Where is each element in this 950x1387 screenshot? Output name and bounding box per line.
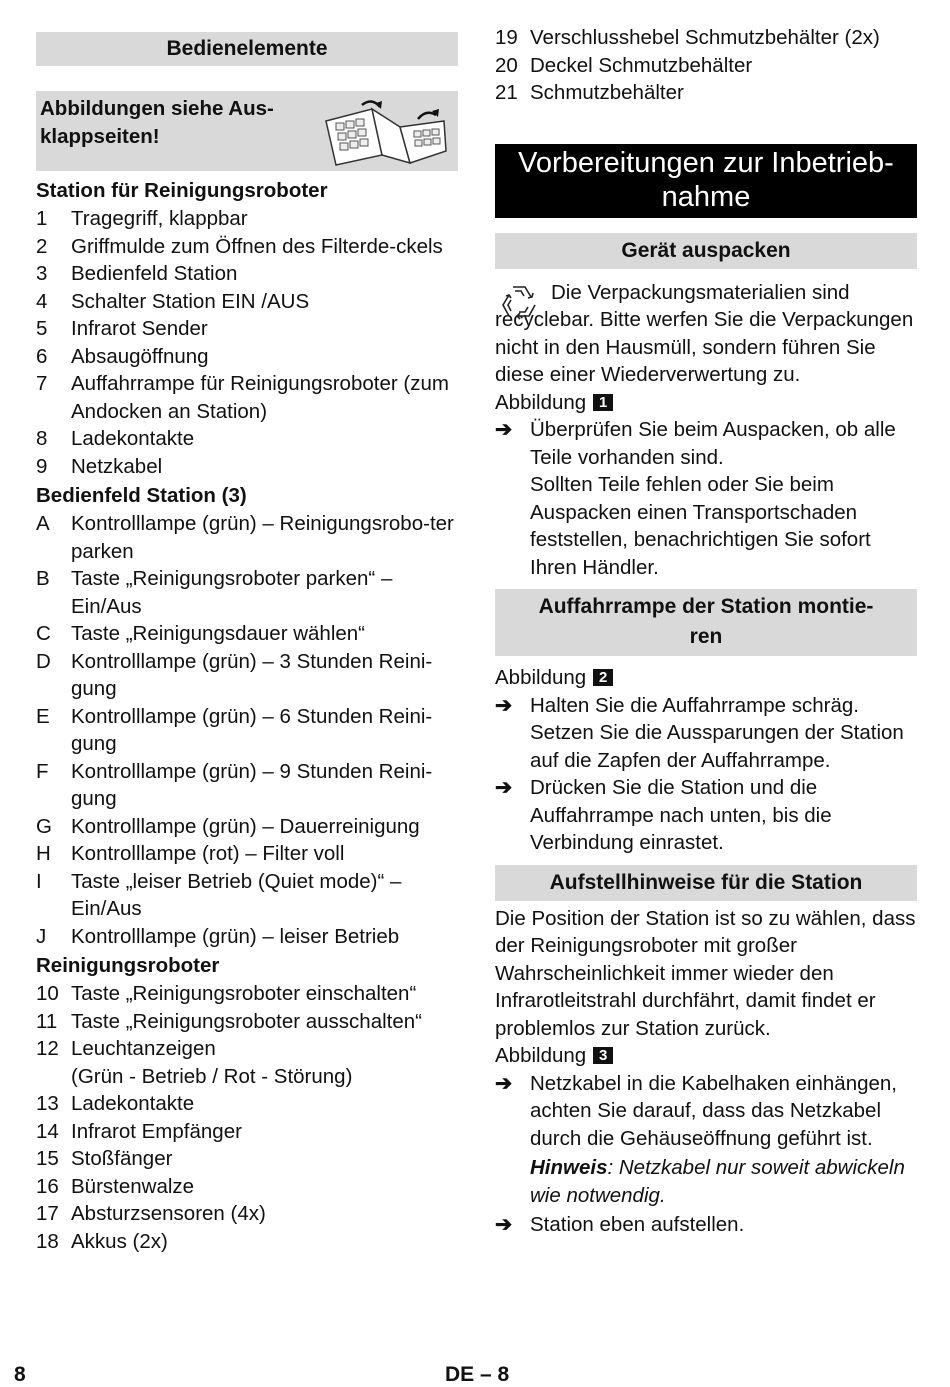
list-item-text: Kontrolllampe (grün) – 3 Stunden Reini-gung bbox=[71, 649, 433, 700]
right-column bbox=[495, 0, 917, 1239]
setup-hint bbox=[495, 1154, 917, 1209]
list-item-number: 20 bbox=[495, 53, 518, 77]
ramp-title-line2: ren bbox=[689, 625, 723, 648]
chapter-title-line1: Vorbereitungen zur Inbetrieb- bbox=[518, 146, 894, 179]
list-item-text: Taste „Reinigungsroboter einschalten“ bbox=[71, 982, 417, 1005]
figure-number-box: 3 bbox=[593, 1047, 613, 1064]
list-item-number: 12 bbox=[36, 1037, 59, 1060]
list-item-number: 13 bbox=[36, 1092, 59, 1115]
ramp-step bbox=[495, 692, 917, 775]
panel-heading: Bedienfeld Station (3) bbox=[36, 484, 247, 507]
list-item bbox=[36, 1200, 458, 1228]
list-item bbox=[36, 980, 458, 1008]
list-item bbox=[36, 1118, 458, 1146]
list-item-number: C bbox=[36, 622, 51, 645]
figure-number-box: 2 bbox=[593, 669, 613, 686]
setup-step-2-text: Station eben aufstellen. bbox=[530, 1213, 745, 1236]
foldout-book-icon bbox=[322, 97, 450, 167]
robot-list bbox=[36, 980, 458, 1255]
hint-label: Hinweis bbox=[530, 1156, 608, 1179]
right-arrow-icon: ➔ bbox=[495, 1071, 513, 1095]
list-item bbox=[36, 205, 458, 233]
list-item bbox=[36, 260, 458, 288]
ramp-step-text: Halten Sie die Auffahrrampe schräg. Setzen Sie die Aussparungen der Station auf die Zapfen der Auffahrrampe. bbox=[530, 693, 904, 772]
robot-heading: Reinigungsroboter bbox=[36, 954, 220, 977]
list-item-number: 17 bbox=[36, 1202, 59, 1225]
right-arrow-icon: ➔ bbox=[495, 776, 513, 799]
list-item bbox=[36, 1090, 458, 1118]
list-item-number: 3 bbox=[36, 262, 48, 285]
list-item bbox=[495, 24, 917, 52]
ramp-title-line1: Auffahrrampe der Station montie- bbox=[538, 595, 874, 618]
ramp-step bbox=[495, 774, 917, 857]
list-item-number: I bbox=[36, 869, 42, 893]
list-item bbox=[36, 868, 458, 923]
list-item-text: Ladekontakte bbox=[71, 1092, 195, 1115]
list-item-number: 2 bbox=[36, 234, 48, 258]
list-item bbox=[36, 343, 458, 371]
list-item-number: G bbox=[36, 814, 52, 838]
list-item-text: Taste „leiser Betrieb (Quiet mode)“ – Ein/Aus bbox=[71, 869, 402, 920]
chapter-title bbox=[495, 144, 917, 218]
list-item-number: A bbox=[36, 512, 50, 535]
ramp-steps bbox=[495, 692, 917, 857]
list-item-number: 10 bbox=[36, 982, 59, 1005]
list-item-text: Taste „Reinigungsdauer wählen“ bbox=[71, 622, 366, 645]
list-item-text: Griffmulde zum Öffnen des Filterde-ckels bbox=[71, 234, 443, 258]
list-item-text: Taste „Reinigungsroboter parken“ – Ein/Aus bbox=[71, 567, 393, 618]
list-item-number: 15 bbox=[36, 1147, 59, 1170]
list-item bbox=[36, 840, 458, 868]
figure-label: Abbildung bbox=[495, 666, 587, 689]
foldout-note-line2: klappseiten! bbox=[40, 125, 160, 148]
list-item-number: 11 bbox=[36, 1009, 58, 1033]
recycle-icon bbox=[495, 281, 543, 327]
list-item bbox=[36, 703, 458, 758]
list-item-number: 14 bbox=[36, 1119, 59, 1143]
ramp-step-text: Drücken Sie die Station und die Auffahrrampe nach unten, bis die Verbindung einrastet. bbox=[530, 776, 832, 854]
list-item-number: 19 bbox=[495, 26, 518, 49]
panel-list bbox=[36, 510, 458, 950]
list-item bbox=[495, 79, 917, 107]
setup-step-2 bbox=[495, 1211, 917, 1239]
setup-intro: Die Position der Station ist so zu wählen, dass der Reinigungsroboter mit großer Wahrscheinlichkeit immer wieder den Infrarotleitstrahl durchfährt, damit findet er problemlos zur Station zurück. bbox=[495, 906, 916, 1040]
list-item bbox=[36, 565, 458, 620]
list-item-text: Schalter Station EIN /AUS bbox=[71, 289, 310, 313]
foldout-note-line1: Abbildungen siehe Aus- bbox=[40, 97, 274, 120]
list-item bbox=[36, 813, 458, 841]
figure-label: Abbildung bbox=[495, 1044, 587, 1067]
station-list bbox=[36, 205, 458, 480]
foldout-note bbox=[36, 91, 458, 171]
list-item-number: 1 bbox=[36, 207, 48, 230]
list-item-text: Kontrolllampe (grün) – Dauerreinigung bbox=[71, 814, 420, 838]
list-item-number: 21 bbox=[495, 81, 518, 104]
list-item-number: 18 bbox=[36, 1229, 59, 1253]
figure-ref-2 bbox=[495, 664, 917, 692]
list-item-text: Deckel Schmutzbehälter bbox=[530, 53, 753, 77]
unpack-step-extra: Sollten Teile fehlen oder Sie beim Auspacken einen Transportschaden feststellen, benachrichtigen Sie sofort Ihren Händler. bbox=[530, 473, 871, 579]
unpack-step-text: Überprüfen Sie beim Auspacken, ob alle Teile vorhanden sind. bbox=[530, 418, 896, 469]
recycle-text: Die Verpackungsmaterialien sind recyclebar. Bitte werfen Sie die Verpackungen nicht in den Hausmüll, sondern führen Sie diese einer Wiederverwertung zu. bbox=[495, 280, 914, 386]
list-item bbox=[36, 1173, 458, 1201]
footer-page-left: 8 bbox=[14, 1363, 26, 1386]
right-arrow-icon: ➔ bbox=[495, 418, 513, 441]
list-item-text: Bedienfeld Station bbox=[71, 262, 238, 285]
list-item-number: 16 bbox=[36, 1174, 59, 1198]
robot-list-continued bbox=[495, 24, 917, 107]
setup-step-1 bbox=[495, 1070, 917, 1153]
list-item-text: Tragegriff, klappbar bbox=[71, 207, 248, 230]
list-item-text: Ladekontakte bbox=[71, 427, 195, 450]
list-item-number: 7 bbox=[36, 372, 48, 395]
list-item bbox=[36, 233, 458, 261]
list-item-text: Kontrolllampe (grün) – Reinigungsrobo-ter parken bbox=[71, 512, 454, 563]
list-item-number: 5 bbox=[36, 317, 48, 340]
hint-text: : Netzkabel nur soweit abwickeln wie notwendig. bbox=[530, 1156, 905, 1207]
figure-ref-3 bbox=[495, 1042, 917, 1070]
list-item-text: Netzkabel bbox=[71, 454, 163, 478]
list-item-text: Auffahrrampe für Reinigungsroboter (zum Andocken an Station) bbox=[71, 372, 449, 423]
list-item-text: Kontrolllampe (grün) – leiser Betrieb bbox=[71, 924, 400, 948]
list-item bbox=[36, 288, 458, 316]
right-arrow-icon: ➔ bbox=[495, 1213, 513, 1236]
list-item-number: 8 bbox=[36, 427, 48, 450]
list-item-number: E bbox=[36, 704, 50, 728]
list-item bbox=[36, 315, 458, 343]
list-item-text: Kontrolllampe (grün) – 6 Stunden Reini-gung bbox=[71, 704, 433, 755]
setup-title: Aufstellhinweise für die Station bbox=[495, 865, 917, 901]
list-item bbox=[36, 1228, 458, 1256]
list-item-number: 9 bbox=[36, 454, 48, 478]
list-item-number: B bbox=[36, 567, 50, 590]
list-item-number: F bbox=[36, 759, 49, 783]
list-item-text: Kontrolllampe (rot) – Filter voll bbox=[71, 842, 345, 865]
figure-label: Abbildung bbox=[495, 390, 587, 414]
list-item-text: Verschlusshebel Schmutzbehälter (2x) bbox=[530, 26, 880, 49]
figure-number-box: 1 bbox=[593, 394, 613, 411]
unpack-title: Gerät auspacken bbox=[495, 233, 917, 269]
list-item-text: Bürstenwalze bbox=[71, 1174, 195, 1198]
foldout-note-text bbox=[40, 95, 310, 151]
list-item-text: Taste „Reinigungsroboter ausschalten“ bbox=[71, 1009, 422, 1033]
list-item bbox=[36, 923, 458, 951]
list-item-text: Absturzsensoren (4x) bbox=[71, 1202, 266, 1225]
list-item bbox=[36, 453, 458, 481]
list-item-subtext: (Grün - Betrieb / Rot - Störung) bbox=[71, 1064, 353, 1088]
list-item bbox=[36, 370, 458, 425]
list-item-text: Schmutzbehälter bbox=[530, 81, 684, 104]
list-item bbox=[36, 1008, 458, 1036]
list-item bbox=[495, 52, 917, 80]
list-item bbox=[36, 1035, 458, 1063]
list-item-text: Kontrolllampe (grün) – 9 Stunden Reini-gung bbox=[71, 759, 433, 810]
list-item bbox=[36, 758, 458, 813]
recycle-paragraph bbox=[495, 279, 917, 389]
left-column bbox=[36, 0, 458, 1255]
chapter-title-line2: nahme bbox=[661, 180, 751, 213]
unpack-step bbox=[495, 416, 917, 471]
list-item-text: Absaugöffnung bbox=[71, 344, 209, 368]
list-item-text: Infrarot Sender bbox=[71, 317, 208, 340]
ramp-title bbox=[495, 589, 917, 656]
list-item-number: 6 bbox=[36, 344, 48, 368]
footer-page-center: DE – 8 bbox=[445, 1363, 510, 1386]
list-item-number: J bbox=[36, 924, 47, 948]
figure-ref-1 bbox=[495, 389, 917, 417]
list-item bbox=[36, 510, 458, 565]
station-heading: Station für Reinigungsroboter bbox=[36, 179, 328, 202]
setup-step-1-text: Netzkabel in die Kabelhaken einhängen, achten Sie darauf, dass das Netzkabel durch die Gehäuseöffnung geführt ist. bbox=[530, 1071, 897, 1150]
section-title-bedienelemente: Bedienelemente bbox=[36, 32, 458, 66]
list-item-number: H bbox=[36, 842, 51, 865]
list-item-text: Stoßfänger bbox=[71, 1147, 173, 1170]
list-item bbox=[36, 425, 458, 453]
list-item-number: D bbox=[36, 649, 51, 673]
list-item-text: Infrarot Empfänger bbox=[71, 1119, 242, 1143]
right-arrow-icon: ➔ bbox=[495, 693, 513, 717]
list-item bbox=[36, 648, 458, 703]
list-item bbox=[36, 1145, 458, 1173]
list-item-text: Akkus (2x) bbox=[71, 1229, 168, 1253]
list-item-text: Leuchtanzeigen bbox=[71, 1037, 216, 1060]
list-item-number: 4 bbox=[36, 289, 48, 313]
list-item bbox=[36, 620, 458, 648]
